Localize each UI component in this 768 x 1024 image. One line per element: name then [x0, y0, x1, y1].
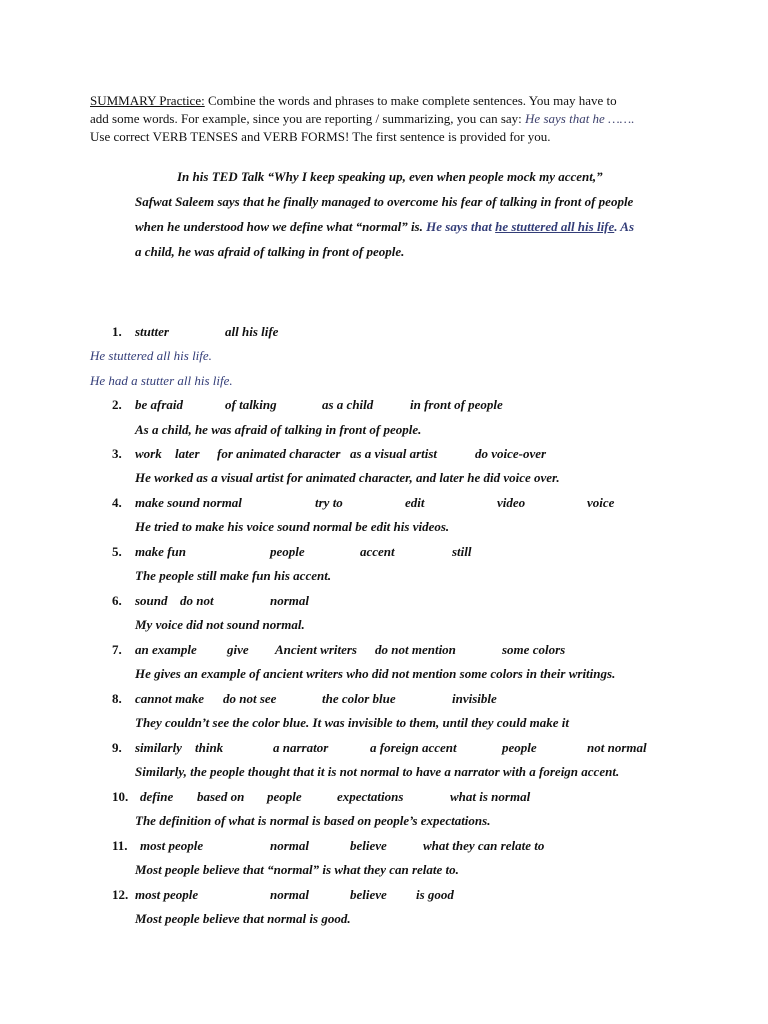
- item-word: do not mention: [375, 642, 456, 657]
- answer-text: He tried to make his voice sound normal be edit his videos.: [135, 519, 450, 534]
- item-word: stutter: [135, 324, 169, 339]
- item-word: normal: [270, 593, 310, 608]
- model-line-1: In his TED Talk “Why I keep speaking up, even when people mock my accent,”: [177, 169, 603, 184]
- answer-text: The people still make fun his accent.: [135, 568, 332, 583]
- item-number: 4.: [112, 495, 122, 510]
- item-word: people: [502, 740, 537, 755]
- item-number: 3.: [112, 446, 122, 461]
- answer-text: He had a stutter all his life.: [90, 373, 233, 388]
- item-word: video: [497, 495, 526, 510]
- item-word: be afraid: [135, 397, 184, 412]
- model-line-4: a child, he was afraid of talking in front of people.: [135, 244, 405, 259]
- item-number: 6.: [112, 593, 122, 608]
- item-number: 5.: [112, 544, 122, 559]
- item-word: believe: [350, 887, 387, 902]
- item-number: 8.: [112, 691, 122, 706]
- item-word: accent: [360, 544, 395, 559]
- item-word: a foreign accent: [370, 740, 457, 755]
- answer-text: Most people believe that normal is good.: [135, 911, 351, 926]
- item-number: 1.: [112, 324, 122, 339]
- item-word: as a visual artist: [350, 446, 438, 461]
- item-word: think: [195, 740, 224, 755]
- model-highlight-end: . As: [614, 219, 635, 234]
- item-word: based on: [197, 789, 245, 804]
- instructions: [90, 92, 690, 146]
- example-phrase: He says that he …….: [525, 111, 635, 126]
- item-word: the color blue: [322, 691, 396, 706]
- answer-text: The definition of what is normal is based on people’s expectations.: [135, 813, 491, 828]
- answer-text: He gives an example of ancient writers who did not mention some colors in their writings.: [135, 666, 616, 681]
- item-word: make sound normal: [135, 495, 242, 510]
- item-word: make fun: [135, 544, 186, 559]
- item-word: believe: [350, 838, 387, 853]
- summary-practice-heading: SUMMARY Practice:: [90, 93, 205, 108]
- item-word: work: [135, 446, 162, 461]
- item-word: what they can relate to: [423, 838, 545, 853]
- item-word: do voice-over: [475, 446, 547, 461]
- item-word: edit: [405, 495, 425, 510]
- item-word: try to: [315, 495, 343, 510]
- item-word: normal: [270, 887, 310, 902]
- model-line-2: Safwat Saleem says that he finally managed to overcome his fear of talking in front of people: [135, 194, 634, 209]
- item-word: voice: [587, 495, 615, 510]
- model-highlight-start: He says that: [426, 219, 496, 234]
- answer-text: My voice did not sound normal.: [135, 617, 305, 632]
- item-word: in front of people: [410, 397, 503, 412]
- item-word: define: [140, 789, 174, 804]
- item-word: do not see: [223, 691, 277, 706]
- item-number: 9.: [112, 740, 122, 755]
- item-word: normal: [270, 838, 310, 853]
- answer-text: He worked as a visual artist for animated character, and later he did voice over.: [135, 470, 560, 485]
- item-word: sound: [135, 593, 168, 608]
- model-highlight-underlined: he stuttered all his life: [495, 219, 615, 234]
- item-word: people: [270, 544, 305, 559]
- item-word: is good: [416, 887, 454, 902]
- instruction-text-2: add some words. For example, since you are reporting / summarizing, you can say:: [90, 111, 526, 126]
- item-word: do not: [180, 593, 214, 608]
- item-number: 2.: [112, 397, 122, 412]
- item-word: expectations: [337, 789, 404, 804]
- item-word: give: [227, 642, 249, 657]
- model-line-3-start: when he understood how we define what “normal” is.: [135, 219, 427, 234]
- item-word: as a child: [322, 397, 374, 412]
- item-word: some colors: [502, 642, 566, 657]
- model-highlight: [426, 219, 634, 234]
- item-word: people: [267, 789, 302, 804]
- item-word: an example: [135, 642, 197, 657]
- item-word: cannot make: [135, 691, 204, 706]
- item-word: still: [452, 544, 472, 559]
- instruction-text-1: Combine the words and phrases to make complete sentences. You may have to: [204, 93, 617, 108]
- item-word: similarly: [135, 740, 182, 755]
- model-paragraph: [135, 164, 695, 264]
- item-word: for animated character: [217, 446, 341, 461]
- item-word: not normal: [587, 740, 647, 755]
- answer-text: He stuttered all his life.: [90, 348, 212, 363]
- instruction-text-3: Use correct VERB TENSES and VERB FORMS! The first sentence is provided for you.: [90, 129, 551, 144]
- item-word: what is normal: [450, 789, 531, 804]
- item-number: 7.: [112, 642, 122, 657]
- item-word: of talking: [225, 397, 277, 412]
- answer-text: Similarly, the people thought that it is not normal to have a narrator with a foreign accent.: [135, 764, 620, 779]
- item-word: most people: [140, 838, 204, 853]
- item-word: a narrator: [273, 740, 329, 755]
- answer-text: They couldn’t see the color blue. It was invisible to them, until they could make it: [135, 715, 569, 730]
- model-line-3: [135, 214, 695, 239]
- item-word: all his life: [225, 324, 279, 339]
- item-word: Ancient writers: [275, 642, 357, 657]
- answer-text: Most people believe that “normal” is what they can relate to.: [135, 862, 459, 877]
- item-word: later: [175, 446, 200, 461]
- item-word: invisible: [452, 691, 497, 706]
- item-word: most people: [135, 887, 199, 902]
- item-number: 11.: [112, 838, 128, 853]
- item-number: 10.: [112, 789, 129, 804]
- answer-text: As a child, he was afraid of talking in front of people.: [135, 422, 422, 437]
- item-number: 12.: [112, 887, 129, 902]
